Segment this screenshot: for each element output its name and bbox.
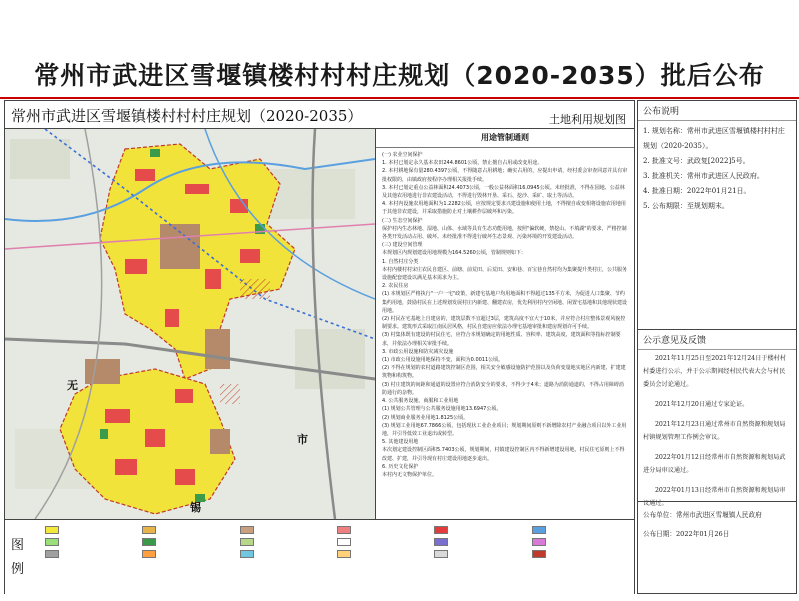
control-rule-paragraph: 本村内楼村村宋庄农民自建区、前塘、前荒田、后荒田、安和巷、百宝巷自然村均为集聚提升类村庄，公共服务设施配套建设以满足基本需求为主。 xyxy=(382,266,628,282)
place-label-shi: 市 xyxy=(297,433,308,446)
opinion-list xyxy=(638,350,796,519)
legend-swatch xyxy=(142,538,156,546)
control-rules-text xyxy=(376,148,634,482)
publishing-date: 公布日期：2022年01月26日 xyxy=(643,530,730,538)
legend-title: 图例 xyxy=(11,538,25,577)
legend-swatch xyxy=(45,526,59,534)
control-rule-paragraph: (3) 村庄建筑的间距和通道的设置应符合消防安全的要求，不得少于4米；道路为消防通道的，不得占用障碍消防通行的杂物。 xyxy=(382,381,624,396)
legend-swatch xyxy=(434,550,448,558)
legend-item xyxy=(434,548,527,559)
control-rule-paragraph: (一) 农业空间保护 xyxy=(382,152,423,158)
control-rule-paragraph: 保护村内生态林地、湿地、山体、水域等具有生态功能用地，按照"偏软硬，禁挖山、不填湖"的要求，严格控制各类开发活动占用、破坏。未经批准不得进行破坏生态景观、污染环境的开发建设活动。 xyxy=(382,225,627,241)
opinion-paragraph: 2021年12月23日通过常州市自然资源和规划局村镇规划管理工作例会审议。 xyxy=(643,421,786,441)
map-subtitle: 土地利用规划图 xyxy=(549,113,626,126)
control-rule-paragraph: (2) 村民在宅基地上自建房的，建筑层数不宜超过3层，建筑高度不宜大于10米，并应符合村庄整体景观风貌控制要求。建筑形式采取江南民居风格，村民自建房应依法办理宅基地审批和建房规划许可手续。 xyxy=(382,316,626,331)
place-label-xi: 锡 xyxy=(190,501,201,514)
publishing-unit: 公布单位：常州市武进区雪堰镇人民政府 xyxy=(643,511,762,519)
legend-item xyxy=(45,524,138,535)
map-header xyxy=(5,101,634,129)
control-rule-paragraph: (2) 规划商业服务业用地1.8125公顷。 xyxy=(382,414,469,421)
control-rule-paragraph: (三) 建设空间管理 xyxy=(382,242,423,249)
opinion-paragraph: 2022年01月12日经常州市自然资源和规划局武进分局审议通过。 xyxy=(643,454,786,474)
legend-swatch xyxy=(142,550,156,558)
legend-item xyxy=(240,536,333,547)
announcement-list xyxy=(638,121,796,217)
opinion-paragraph: 2022年01月13日经常州市自然资源和规划局审议通过。 xyxy=(643,487,786,507)
legend-swatch xyxy=(240,550,254,558)
construction-land xyxy=(85,359,120,384)
announcement-item: 1. 规划名称：常州市武进区雪堰镇楼村村村庄规划（2020-2035）。 xyxy=(643,127,785,150)
legend-item xyxy=(337,524,430,535)
legend-item xyxy=(142,548,235,559)
legend-item xyxy=(142,536,235,547)
legend-item xyxy=(532,548,625,559)
control-rule-paragraph: (2) 不得在规划的农村道路建筑控制区范围，相关安全敏感设施防护范围以及负荷变量地实地区内新建、扩建建筑物和构筑物。 xyxy=(382,365,626,380)
control-rule-paragraph: 本规划区内规划建设用地规模为164.5260公顷，管制规则如下： xyxy=(382,250,526,257)
legend-swatch xyxy=(532,538,546,546)
opinion-paragraph: 2021年12月20日通过专家论证。 xyxy=(655,401,749,408)
control-rule-paragraph: 6. 历史文化保护 xyxy=(382,463,419,470)
announcement-panel xyxy=(637,100,797,594)
control-rule-paragraph: 3. 市政公用设施和防灾减灾设施 xyxy=(382,348,454,355)
legend-item xyxy=(337,536,430,547)
control-rule-paragraph: 本村内无文物保护单位。 xyxy=(382,471,438,478)
hatched-zone xyxy=(240,279,270,299)
construction-land xyxy=(205,329,230,369)
announcement-title: 公布说明 xyxy=(638,101,796,121)
plan-map-panel xyxy=(4,100,635,594)
legend-swatch xyxy=(45,538,59,546)
control-rule-paragraph: (3) 规划工业用地67.7866公顷，包括现状工业企业项目；规划期间原则不新增除农村产业融合项目以外工业用地，并引导低效工业退出或转型。 xyxy=(382,422,627,437)
legend-swatch xyxy=(240,538,254,546)
signature-section xyxy=(638,501,796,544)
legend-item xyxy=(532,536,625,547)
legend-swatch xyxy=(337,526,351,534)
hatched-zone xyxy=(220,384,240,404)
legend-swatch xyxy=(142,526,156,534)
control-rule-paragraph: 本次划定建设控制区面积5.7403公顷，规划期间，村镇建设控制区内不得新增建设用地，村民住宅原则上不得改建、扩建，并引导现有村庄建设用地逐步退出。 xyxy=(382,447,625,462)
land-use-map[interactable] xyxy=(5,129,375,519)
legend-item xyxy=(434,536,527,547)
map-legend xyxy=(5,519,634,594)
legend-swatch xyxy=(532,526,546,534)
legend-item xyxy=(45,536,138,547)
control-rules-title: 用途管制通则 xyxy=(376,129,634,148)
opinion-title: 公示意见及反馈 xyxy=(638,330,796,350)
control-rule-paragraph: 2. 农民住房 xyxy=(382,283,409,290)
legend-swatch xyxy=(337,550,351,558)
control-rule-paragraph: (1) 规划公共管理与公共服务设施用地13.6947公顷。 xyxy=(382,406,502,413)
legend-item xyxy=(142,524,235,535)
legend-item xyxy=(240,524,333,535)
construction-land xyxy=(160,224,200,269)
legend-grid xyxy=(45,524,625,590)
legend-swatch xyxy=(434,526,448,534)
announcement-item: 5. 公布期限：至规划期末。 xyxy=(643,202,729,210)
legend-item xyxy=(337,548,430,559)
legend-swatch xyxy=(337,538,351,546)
control-rule-paragraph: 1. 自然村庄分类 xyxy=(382,258,419,265)
control-rule-paragraph: 5. 其他建设用地 xyxy=(382,439,419,446)
control-rule-paragraph: (1) 本规划区严格执行"一户一宅"政策，新建宅基地户均用地面积不得超过135平方米，为促进人口集聚、节约集约用地，鼓励村民在上述规划发展村庄内新建、翻建农房，优先利用村内空闲地、闲置宅基地和其他现状建设用地。 xyxy=(382,291,628,314)
construction-land xyxy=(210,429,230,454)
control-rule-paragraph: (二) 生态空间保护 xyxy=(382,217,423,224)
opinion-section xyxy=(638,329,796,519)
announcement-item: 2. 批准文号：武政复[2022]5号。 xyxy=(643,157,750,165)
legend-swatch xyxy=(532,550,546,558)
legend-swatch xyxy=(240,526,254,534)
announcement-item: 3. 批准机关：常州市武进区人民政府。 xyxy=(643,172,764,180)
legend-swatch xyxy=(434,538,448,546)
control-rule-paragraph: 2. 本村耕地保有量280.4397公顷，不得随意占用耕地；确实占用的，应提出申请，经村委会审查同意并具有审批权限的，由镇政府按程序办理相关报批手续。 xyxy=(382,168,628,183)
control-rule-paragraph: 4. 公共服务设施、商服和工业用地 xyxy=(382,398,459,405)
legend-item xyxy=(45,548,138,559)
legend-item xyxy=(240,548,333,559)
opinion-paragraph: 2021年11月25日至2021年12月24日于楼村村村委进行公示，并于公示期间经村民代表大会与村民委员会讨论通过。 xyxy=(643,355,787,388)
control-rule-paragraph: (3) 村集体既有建设的村民住宅，应符合本规划确定的用地性质、容积率、建筑高度、建筑面积等指标控制要求，并依法办理相关审批手续。 xyxy=(382,332,621,347)
legend-item xyxy=(434,524,527,535)
legend-item xyxy=(532,524,625,535)
land-use-map-drawing xyxy=(5,129,375,519)
place-label-wu: 无 xyxy=(67,379,78,392)
control-rule-paragraph: 3. 本村已划定重点公益林面积24.4073公顷，一般公益林面积16.0945公顷。未经批准，不得在园地、公益林及其他农用地进行非农建设活动，不得进行毁林开垦、采石、挖沙、采矿、取土等活动。 xyxy=(382,184,625,200)
page-title: 常州市武进区雪堰镇楼村村村庄规划（2020-2035）批后公布 xyxy=(34,61,765,90)
control-rule-paragraph: (1) 市政公用设施用地保持不变，面积为0.0011公顷。 xyxy=(382,357,504,364)
map-title: 常州市武进区雪堰镇楼村村村庄规划（2020-2035） xyxy=(11,107,363,125)
control-rule-paragraph: 4. 本村内设施农用地面积为1.2282公顷，应按规定要求兴建设施和使用土地，不得擅自或变相将设施农用地用于其他非农建设，并采取措施防止对土壤耕作层破坏和污染。 xyxy=(382,201,626,216)
legend-swatch xyxy=(45,550,59,558)
control-rule-paragraph: 1. 本村已划定永久基本农田244.8601公顷，禁止擅自占用或改变用途。 xyxy=(382,160,543,167)
announcement-item: 4. 批准日期：2022年01月21日。 xyxy=(643,187,751,195)
control-rules-panel xyxy=(375,129,634,519)
